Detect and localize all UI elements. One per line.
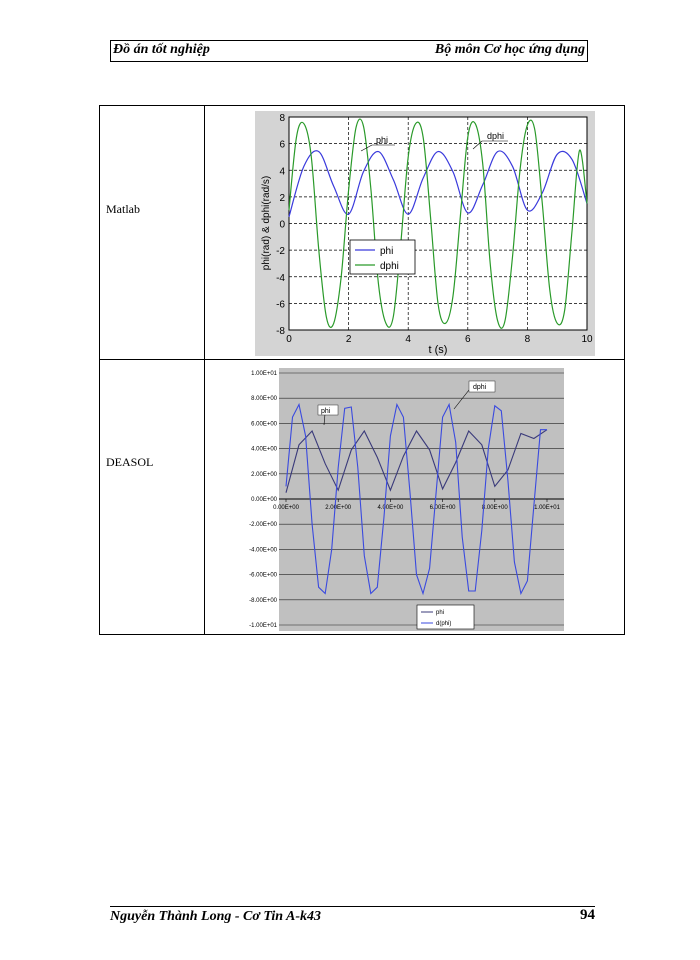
deasol-chart [231, 365, 566, 633]
chart1-x-tick-label: 4 [405, 334, 411, 345]
chart2-legend-phi: phi [436, 610, 445, 616]
footer-author: Nguyễn Thành Long - Cơ Tin A-k43 [110, 909, 322, 924]
chart2-y-tick-label: 0.00E+00 [251, 497, 277, 503]
chart1-y-tick-label: -8 [276, 326, 285, 337]
header-right-text: Bộ môn Cơ học ứng dụng [434, 42, 585, 57]
row-label-deasol: DEASOL [106, 455, 154, 469]
chart2-legend-dphi: d(phi) [436, 621, 452, 627]
header-left-text: Đồ án tốt nghiệp [113, 42, 210, 57]
chart2-legend [417, 605, 474, 629]
chart2-x-tick-label: 2.00E+00 [325, 505, 352, 511]
chart1-x-axis-label: t (s) [428, 344, 448, 356]
chart2-x-tick-label: 4.00E+00 [377, 505, 404, 511]
chart2-y-tick-label: -2.00E+00 [249, 522, 277, 529]
chart1-x-tick-label: 6 [465, 334, 471, 345]
chart1-y-tick-label: -2 [276, 246, 285, 258]
comparison-table [99, 105, 625, 635]
chart1-x-tick-label: 0 [286, 334, 292, 345]
row-label-matlab: Matlab [106, 202, 140, 216]
chart1-y-tick-label: 6 [279, 139, 285, 151]
page-number: 94 [580, 907, 595, 923]
chart1-y-axis-label: phi(rad) & dphi(rad/s) [261, 175, 272, 271]
chart2-annotation-phi: phi [321, 408, 331, 415]
chart1-legend-phi: phi [380, 246, 394, 257]
chart1-y-tick-label: 8 [279, 113, 285, 124]
page-header [110, 40, 588, 62]
chart2-annotation-dphi: dphi [473, 384, 487, 391]
chart1-y-tick-label: -6 [276, 299, 285, 311]
chart1-legend-dphi: dphi [380, 261, 399, 272]
chart1-x-tick-label: 2 [345, 334, 352, 345]
chart2-y-tick-label: 1.00E+01 [251, 371, 277, 377]
chart1-legend [350, 240, 415, 274]
chart2-x-tick-label: 8.00E+00 [481, 505, 508, 511]
chart2-y-tick-label: 4.00E+00 [251, 446, 277, 453]
chart2-x-tick-label: 1.00E+01 [534, 505, 560, 511]
table-row-divider [100, 359, 624, 360]
chart1-annotation-dphi: dphi [487, 131, 505, 141]
chart1-y-tick-label: -4 [276, 272, 285, 284]
chart2-y-tick-label: 8.00E+00 [251, 396, 277, 403]
chart2-y-tick-label: -1.00E+01 [249, 623, 277, 629]
chart2-y-tick-label: -4.00E+00 [249, 547, 277, 554]
chart2-x-tick-label: 0.00E+00 [273, 505, 299, 511]
chart1-y-tick-label: 2 [279, 192, 285, 204]
matlab-chart [255, 111, 595, 356]
chart2-y-tick-label: 6.00E+00 [251, 421, 277, 428]
chart1-annotation-phi: phi [376, 135, 389, 145]
chart2-x-tick-label: 6.00E+00 [429, 505, 456, 511]
chart1-x-tick-label: 10 [581, 334, 593, 345]
chart2-y-tick-label: -6.00E+00 [249, 572, 277, 579]
chart1-x-tick-label: 8 [524, 334, 531, 345]
chart2-y-tick-label: -8.00E+00 [249, 597, 277, 604]
table-column-divider [204, 106, 205, 634]
chart2-y-tick-label: 2.00E+00 [251, 471, 277, 478]
chart1-y-tick-label: 0 [279, 219, 285, 231]
page-footer [110, 906, 595, 929]
chart1-y-tick-label: 4 [279, 166, 285, 178]
